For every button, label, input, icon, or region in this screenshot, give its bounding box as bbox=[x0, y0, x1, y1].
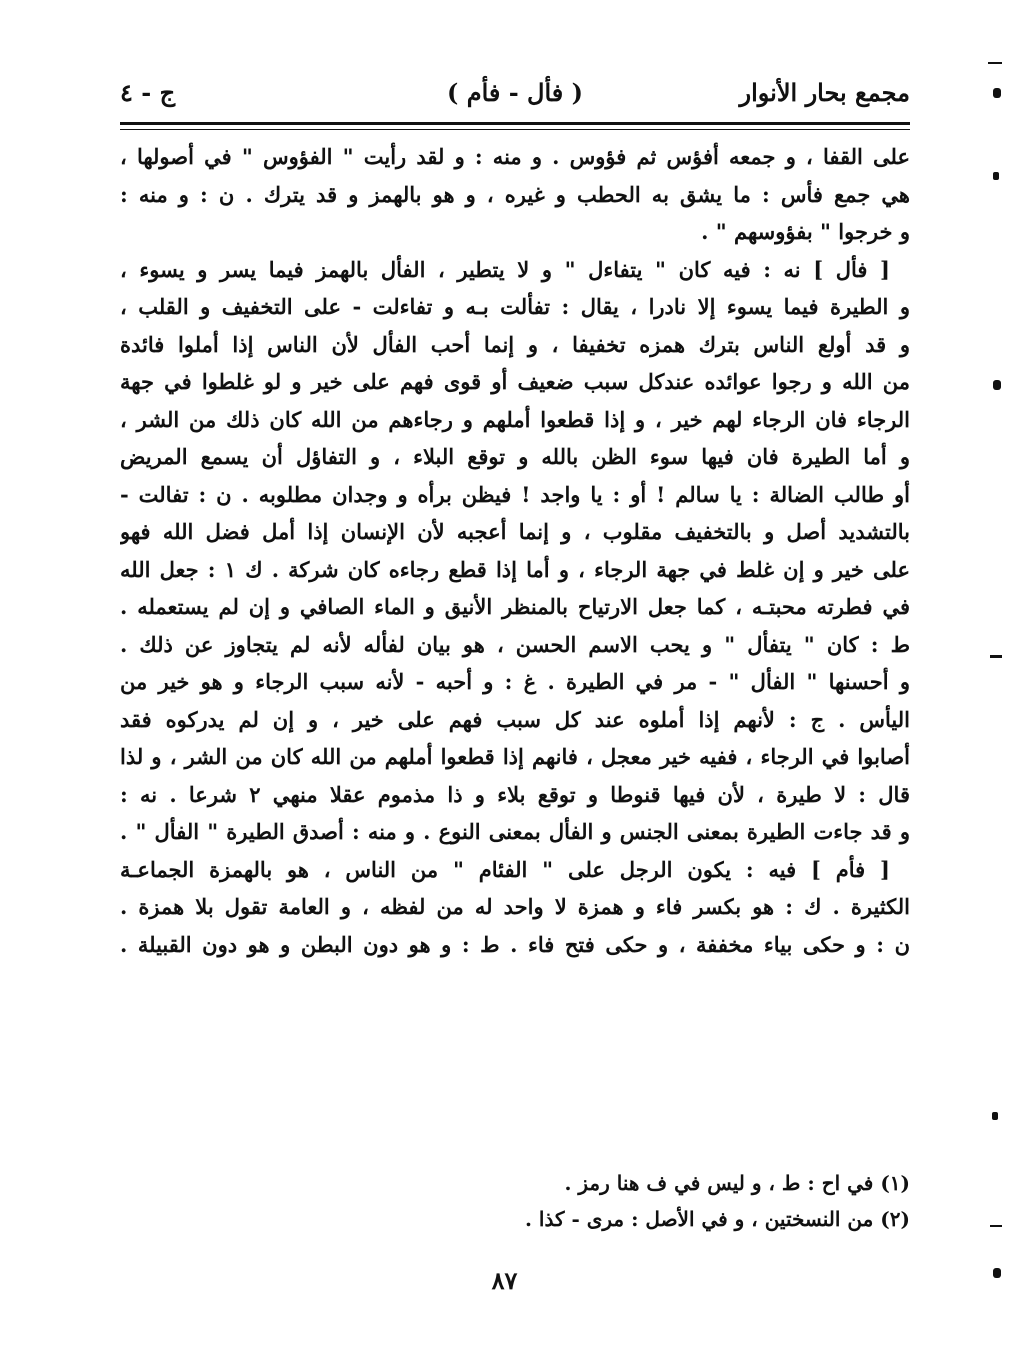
entry-range: ( فأل - فأم ) bbox=[447, 78, 583, 107]
margin-tick bbox=[990, 655, 1002, 658]
running-header bbox=[120, 78, 910, 116]
text-line: الكثيرة . ك : هو بكسر فاء و همزة لا واحد له من لفظه ، و العامة تقول بلا همزة . bbox=[120, 894, 910, 919]
text-line: أو طالب الضالة : يا سالم ! أو : يا واجد ! فيظن برأه و وجدان مطلوبه . ن : تفالت - bbox=[120, 481, 910, 507]
margin-tick bbox=[992, 1112, 998, 1120]
footnote-2: (٢) من النسختين ، و في الأصل : مرى - كذا . bbox=[524, 1207, 910, 1231]
margin-mark bbox=[993, 380, 1001, 390]
text-line: و قد أولع الناس بترك همزه تخفيفا ، و إنما أحب الفأل لأن الناس إذا أملوا فائدة bbox=[120, 331, 910, 357]
entry-fam-start: [ فأم ] فيه : يكون الرجل على " الفئام " من الناس ، هو بالهمزة الجماعـة bbox=[120, 856, 890, 882]
text-line: من الله و رجوا عوائده عندكل سبب ضعيف أو قوى فهم على خير و لو غلطوا في جهة bbox=[120, 369, 910, 394]
text-line: اليأس . ج : لأنهم إذا أملوه عند كل سبب فهم على خير ، و إن لم يدركوه فقد bbox=[120, 706, 910, 732]
footnotes bbox=[120, 1165, 910, 1237]
text-line: أصابوا في الرجاء ، ففيه خير معجل ، فانهم إذا قطعوا أملهم من الله كان من الشر ، و لذا bbox=[120, 744, 910, 769]
text-line: و أحسنها " الفأل " - مر في الطيرة . غ : و أحبه - لأنه سبب الرجاء و هو خير من bbox=[120, 669, 910, 694]
text-line: قال : لا طيرة ، لأن فيها قنوطا و توقع بلاء و ذا مذموم عقلا منهي ٢ شرعا . نه : bbox=[120, 781, 910, 807]
text-line: و خرجوا " بفؤوسهم " . bbox=[701, 219, 910, 244]
text-line: و أما الطيرة فان فيها سوء الظن بالله و توقع البلاء ، و التفاؤل أن يسمع المريض bbox=[120, 444, 910, 469]
header-rule-thin bbox=[120, 129, 910, 130]
margin-tick bbox=[993, 172, 999, 180]
book-title: مجمع بحار الأنوار bbox=[739, 78, 910, 107]
footnote-1: (١) في اح : ط ، و ليس في ف هنا رمز . bbox=[564, 1171, 910, 1195]
header-rule-thick bbox=[120, 122, 910, 125]
page-number: ٨٧ bbox=[491, 1266, 518, 1295]
body-text bbox=[120, 138, 910, 963]
entry-fal-start: [ فأل ] نه : فيه كان " يتفاءل " و لا يتطير ، الفأل بالهمز فيما يسر و يسوء ، bbox=[120, 256, 890, 282]
text-line: على خير و إن غلط في جهة الرجاء ، و أما إذا قطع رجاءه كان شركة . ك ١ : جعل الله bbox=[120, 556, 910, 582]
text-line: الرجاء فان الرجاء لهم خير ، و إذا قطعوا أملهم و رجاءهم من الله كان ذلك من الشر ، bbox=[120, 406, 910, 432]
margin-mark bbox=[993, 88, 1001, 98]
text-line: في فطرته محبتـه ، كما جعل الارتياح بالمنظر الأنيق و الماء الصافي و إن لم يستعمله . bbox=[120, 594, 910, 619]
text-line: على القفا ، و جمعه أفؤس ثم فؤوس . و منه : و لقد رأيت " الفؤوس " في أصولها ، bbox=[120, 144, 910, 169]
text-line: ن : و حكى بياء مخففة ، و حكى فتح فاء . ط : و هو دون البطن و هو دون القبيلة . bbox=[120, 931, 910, 957]
text-line: هي جمع فأس : ما يشق به الحطب و غيره ، و هو بالهمز و قد يترك . ن : و منه : bbox=[120, 181, 910, 207]
text-line: و الطيرة فيما يسوء إلا نادرا ، يقال : تفألت بـه و تفاءلت - على التخفيف و القلب ، bbox=[120, 294, 910, 319]
text-line: بالتشديد أصل و بالتخفيف مقلوب ، و إنما أعجبه لأن الإنسان إذا أمل فضل الله فهو bbox=[120, 519, 910, 544]
text-line: و قد جاءت الطيرة بمعنى الجنس و الفأل بمعنى النوع . و منه : أصدق الطيرة " الفأل " . bbox=[120, 819, 910, 844]
margin-tick bbox=[990, 1225, 1002, 1227]
text-line: ط : كان " يتفأل " و يحب الاسم الحسن ، هو بيان لفأله لأنه لم يتجاوز عن ذلك . bbox=[120, 631, 910, 657]
volume-label: ج - ٤ bbox=[120, 78, 176, 107]
margin-tick bbox=[988, 62, 1002, 64]
margin-mark bbox=[993, 1268, 1001, 1278]
